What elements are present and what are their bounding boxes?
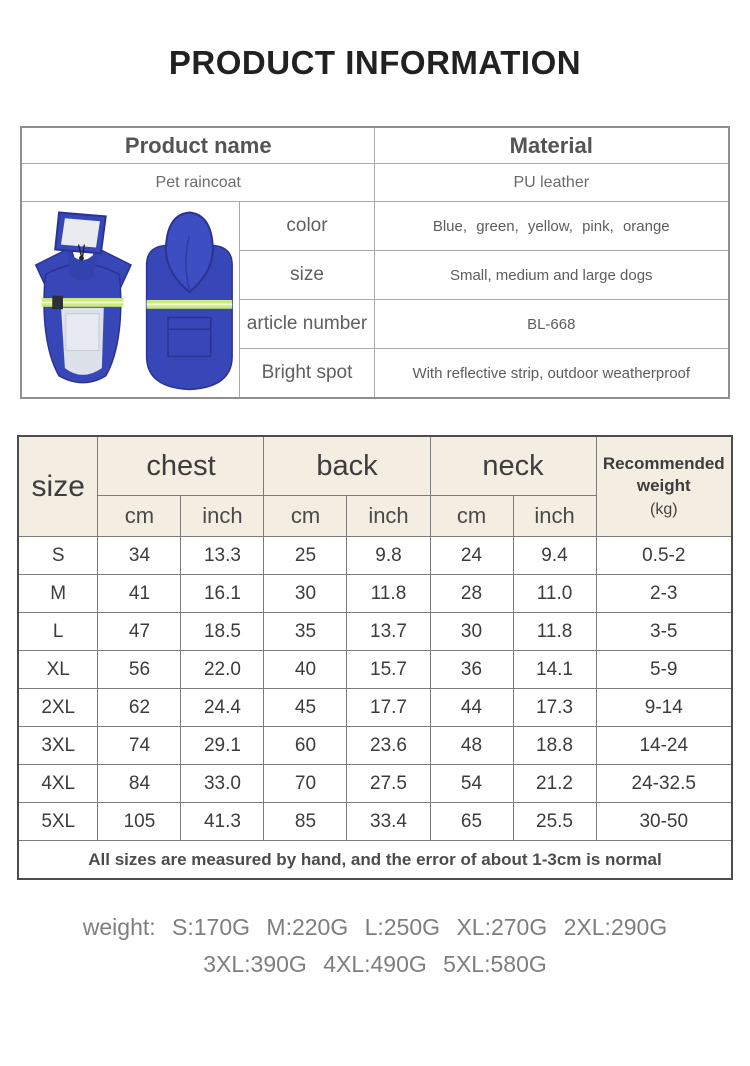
info-label-size: size bbox=[239, 251, 374, 300]
product-image-cell bbox=[21, 202, 239, 398]
size-chart-footnote: All sizes are measured by hand, and the error of about 1-3cm is normal bbox=[18, 841, 732, 879]
size-cell-chest-cm: 74 bbox=[98, 727, 181, 765]
product-name-header: Product name bbox=[21, 127, 374, 164]
size-cell-neck-cm: 36 bbox=[430, 651, 513, 689]
size-cell-chest-inch: 33.0 bbox=[181, 765, 264, 803]
size-cell-weight: 9-14 bbox=[596, 689, 732, 727]
info-label-article-number: article number bbox=[239, 300, 374, 349]
size-cell-back-cm: 25 bbox=[264, 537, 347, 575]
neck-column-header: neck bbox=[430, 436, 596, 496]
size-cell-weight: 24-32.5 bbox=[596, 765, 732, 803]
size-cell-neck-inch: 14.1 bbox=[513, 651, 596, 689]
size-cell-chest-inch: 13.3 bbox=[181, 537, 264, 575]
size-cell-neck-inch: 9.4 bbox=[513, 537, 596, 575]
size-cell-size: S bbox=[18, 537, 98, 575]
size-cell-size: 3XL bbox=[18, 727, 98, 765]
size-cell-neck-inch: 11.8 bbox=[513, 613, 596, 651]
size-cell-weight: 3-5 bbox=[596, 613, 732, 651]
product-info-table bbox=[20, 126, 729, 399]
size-cell-neck-cm: 24 bbox=[430, 537, 513, 575]
material-header: Material bbox=[375, 127, 729, 164]
size-cell-back-inch: 23.6 bbox=[347, 727, 430, 765]
info-value-size: Small, medium and large dogs bbox=[375, 251, 729, 300]
size-cell-back-cm: 40 bbox=[264, 651, 347, 689]
size-cell-chest-cm: 34 bbox=[98, 537, 181, 575]
size-cell-size: 2XL bbox=[18, 689, 98, 727]
size-cell-neck-inch: 18.8 bbox=[513, 727, 596, 765]
neck-cm-header: cm bbox=[430, 496, 513, 537]
size-cell-back-cm: 70 bbox=[264, 765, 347, 803]
recommended-weight-header bbox=[596, 436, 732, 537]
material-value: PU leather bbox=[375, 164, 729, 202]
back-inch-header: inch bbox=[347, 496, 430, 537]
size-cell-weight: 0.5-2 bbox=[596, 537, 732, 575]
size-table-row bbox=[18, 765, 732, 803]
info-label-color: color bbox=[239, 202, 374, 251]
size-cell-size: L bbox=[18, 613, 98, 651]
neck-inch-header: inch bbox=[513, 496, 596, 537]
size-cell-back-inch: 9.8 bbox=[347, 537, 430, 575]
size-cell-neck-cm: 44 bbox=[430, 689, 513, 727]
size-cell-size: 5XL bbox=[18, 803, 98, 841]
size-cell-size: XL bbox=[18, 651, 98, 689]
page-title: PRODUCT INFORMATION bbox=[168, 44, 582, 81]
size-cell-back-cm: 60 bbox=[264, 727, 347, 765]
size-cell-chest-inch: 16.1 bbox=[181, 575, 264, 613]
size-cell-back-inch: 33.4 bbox=[347, 803, 430, 841]
back-cm-header: cm bbox=[264, 496, 347, 537]
size-cell-size: M bbox=[18, 575, 98, 613]
size-cell-back-inch: 17.7 bbox=[347, 689, 430, 727]
size-cell-neck-inch: 21.2 bbox=[513, 765, 596, 803]
size-cell-weight: 30-50 bbox=[596, 803, 732, 841]
size-cell-chest-inch: 24.4 bbox=[181, 689, 264, 727]
recommended-weight-unit: (kg) bbox=[649, 500, 678, 518]
size-cell-neck-cm: 54 bbox=[430, 765, 513, 803]
size-chart-table bbox=[17, 435, 733, 880]
size-cell-back-inch: 27.5 bbox=[347, 765, 430, 803]
size-cell-chest-cm: 41 bbox=[98, 575, 181, 613]
size-cell-chest-inch: 18.5 bbox=[181, 613, 264, 651]
raincoat-back-view bbox=[147, 212, 233, 389]
size-cell-back-inch: 11.8 bbox=[347, 575, 430, 613]
size-cell-neck-cm: 48 bbox=[430, 727, 513, 765]
size-cell-back-cm: 85 bbox=[264, 803, 347, 841]
weight-note-line1: weight: S:170G M:220G L:250G XL:270G 2XL:290G bbox=[82, 913, 668, 940]
size-column-header: size bbox=[18, 436, 98, 537]
size-cell-neck-inch: 17.3 bbox=[513, 689, 596, 727]
info-label-bright-spot: Bright spot bbox=[239, 349, 374, 398]
size-table-row bbox=[18, 575, 732, 613]
size-cell-back-cm: 30 bbox=[264, 575, 347, 613]
size-table-row bbox=[18, 689, 732, 727]
info-value-color: Blue, green, yellow, pink, orange bbox=[375, 202, 729, 251]
size-cell-neck-cm: 28 bbox=[430, 575, 513, 613]
size-cell-back-cm: 45 bbox=[264, 689, 347, 727]
back-column-header: back bbox=[264, 436, 430, 496]
chest-cm-header: cm bbox=[98, 496, 181, 537]
size-cell-weight: 5-9 bbox=[596, 651, 732, 689]
info-value-article-number: BL-668 bbox=[375, 300, 729, 349]
chest-column-header: chest bbox=[98, 436, 264, 496]
chest-inch-header: inch bbox=[181, 496, 264, 537]
size-table-row bbox=[18, 613, 732, 651]
size-cell-chest-cm: 84 bbox=[98, 765, 181, 803]
size-cell-neck-cm: 30 bbox=[430, 613, 513, 651]
size-cell-size: 4XL bbox=[18, 765, 98, 803]
size-cell-chest-cm: 47 bbox=[98, 613, 181, 651]
size-cell-weight: 2-3 bbox=[596, 575, 732, 613]
weight-note-line2: 3XL:390G 4XL:490G 5XL:580G bbox=[203, 950, 547, 977]
size-table-row bbox=[18, 803, 732, 841]
recommended-weight-line1: Recommended bbox=[602, 453, 725, 473]
size-cell-chest-inch: 41.3 bbox=[181, 803, 264, 841]
size-table-row bbox=[18, 537, 732, 575]
size-cell-chest-inch: 29.1 bbox=[181, 727, 264, 765]
product-name-value: Pet raincoat bbox=[21, 164, 374, 202]
info-value-bright-spot: With reflective strip, outdoor weatherproof bbox=[375, 349, 729, 398]
raincoat-front-view bbox=[36, 212, 131, 382]
recommended-weight-line2: weight bbox=[636, 475, 691, 495]
size-cell-neck-cm: 65 bbox=[430, 803, 513, 841]
size-table-row bbox=[18, 727, 732, 765]
pet-raincoat-image bbox=[26, 204, 238, 396]
size-cell-chest-cm: 56 bbox=[98, 651, 181, 689]
weight-note bbox=[0, 909, 750, 983]
product-information-page bbox=[0, 44, 750, 983]
size-cell-chest-inch: 22.0 bbox=[181, 651, 264, 689]
size-cell-chest-cm: 105 bbox=[98, 803, 181, 841]
size-cell-weight: 14-24 bbox=[596, 727, 732, 765]
size-cell-neck-inch: 11.0 bbox=[513, 575, 596, 613]
size-cell-chest-cm: 62 bbox=[98, 689, 181, 727]
size-cell-back-cm: 35 bbox=[264, 613, 347, 651]
size-cell-back-inch: 13.7 bbox=[347, 613, 430, 651]
size-cell-back-inch: 15.7 bbox=[347, 651, 430, 689]
size-cell-neck-inch: 25.5 bbox=[513, 803, 596, 841]
size-table-row bbox=[18, 651, 732, 689]
